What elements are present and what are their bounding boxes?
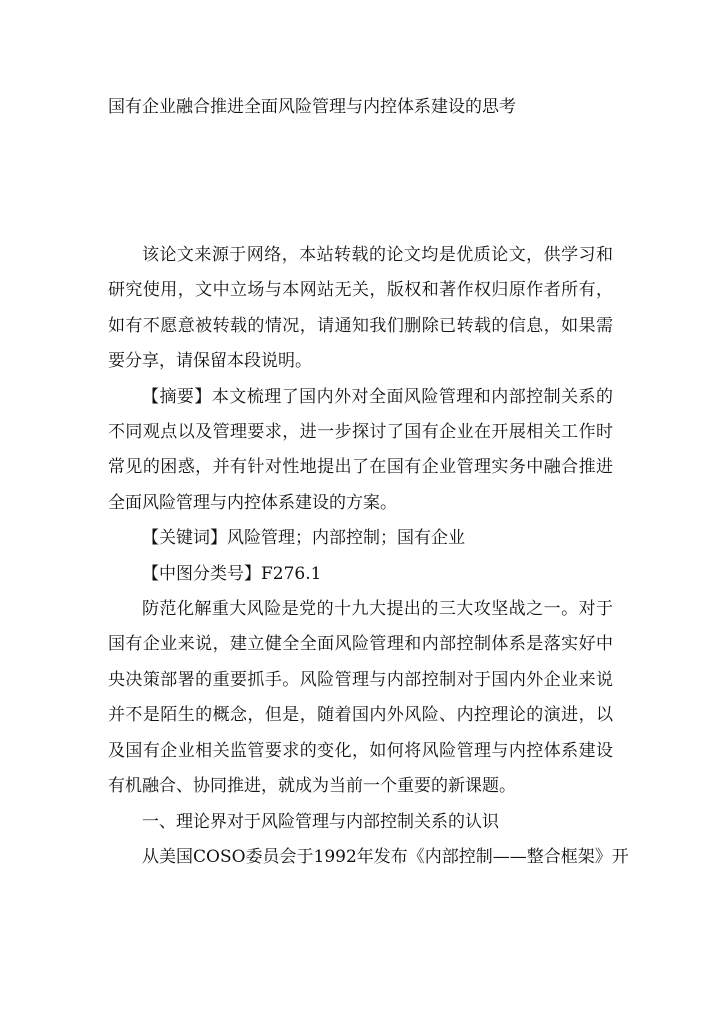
section-heading: 一、理论界对于风险管理与内部控制关系的认识 (142, 811, 499, 832)
abstract-paragraph: 【摘要】本文梳理了国内外对全面风险管理和内部控制关系的不同观点以及管理要求，进一步探讨了国有企业在开展相关工作时常见的困惑，并有针对性地提出了在国有企业管理实务中融合推进全面风险管理与内控体系建设的方案。 (108, 386, 613, 513)
body-paragraph: 从美国COSO委员会于1992年发布《内部控制——整合框架》开 (142, 846, 629, 867)
document-title: 国有企业融合推进全面风险管理与内控体系建设的思考 (108, 97, 516, 117)
document-body (108, 238, 629, 875)
classification-line: 【中图分类号】F276.1 (142, 563, 322, 584)
keywords-line: 【关键词】风险管理；内部控制；国有企业 (142, 528, 465, 549)
intro-paragraph: 防范化解重大风险是党的十九大提出的三大攻坚战之一。对于国有企业来说，建立健全全面风险管理和内部控制体系是落实好中央决策部署的重要抓手。风险管理与内部控制对于国内外企业来说并不是陌生的概念，但是，随着国内外风险、内控理论的演进，以及国有企业相关监管要求的变化，如何将风险管理与内控体系建设有机融合、协同推进，就成为当前一个重要的新课题。 (108, 599, 613, 797)
disclaimer-paragraph: 该论文来源于网络，本站转载的论文均是优质论文，供学习和研究使用，文中立场与本网站无关，版权和著作权归原作者所有，如有不愿意被转载的情况，请通知我们删除已转载的信息，如果需要分享，请保留本段说明。 (108, 245, 613, 372)
